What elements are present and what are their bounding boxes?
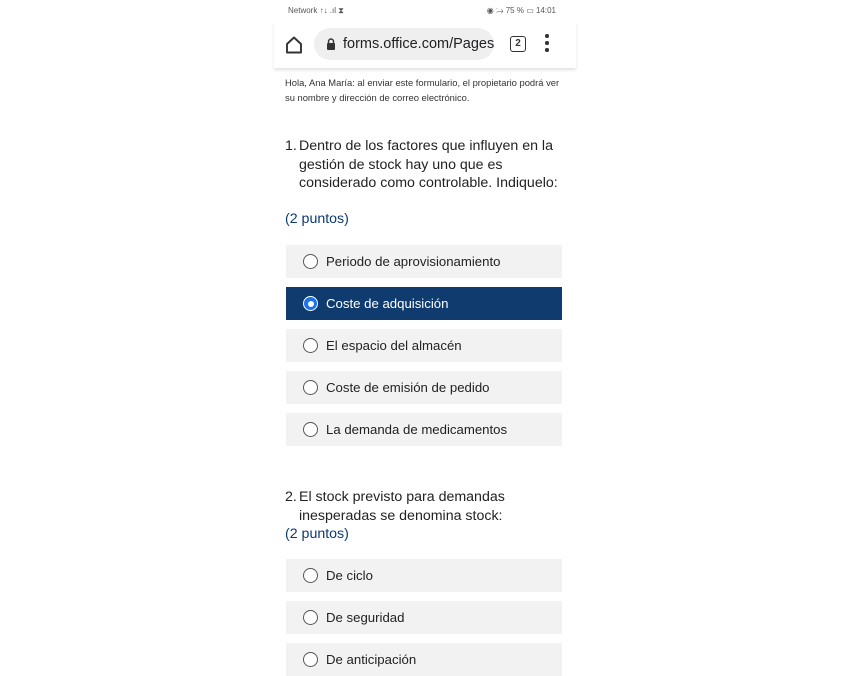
phone-screen	[274, 0, 576, 667]
radio-icon[interactable]	[303, 338, 318, 353]
option-label: El espacio del almacén	[326, 338, 462, 353]
option-radio[interactable]	[286, 413, 562, 446]
option-label: Periodo de aprovisionamiento	[326, 254, 501, 269]
option-label: De anticipación	[326, 652, 417, 667]
browser-toolbar	[274, 22, 576, 68]
question-points: (2 puntos)	[285, 211, 349, 227]
status-battery-time: ◉ ⧴ 75 % ▭ 14:01	[486, 6, 556, 15]
option-label: De seguridad	[326, 610, 405, 625]
option-label: Coste de emisión de pedido	[326, 380, 490, 395]
option-radio-selected[interactable]	[286, 287, 562, 320]
question-text: El stock previsto para demandas inesperadas se denomina stock:	[299, 489, 505, 524]
question-1	[285, 137, 570, 193]
radio-icon[interactable]	[303, 568, 318, 583]
radio-icon[interactable]	[303, 254, 318, 269]
option-radio[interactable]	[286, 245, 562, 278]
radio-icon[interactable]	[303, 380, 318, 395]
question-2	[285, 488, 535, 525]
more-options-icon[interactable]	[544, 34, 550, 54]
radio-checked-icon[interactable]	[303, 296, 318, 311]
option-radio[interactable]	[286, 559, 562, 592]
option-radio[interactable]	[286, 329, 562, 362]
radio-icon[interactable]	[303, 610, 318, 625]
privacy-notice: Hola, Ana María: al enviar este formulario, el propietario podrá ver su nombre y dirección de correo electrónico.	[285, 77, 560, 103]
url-text: forms.office.com/Pages	[343, 36, 495, 52]
question-text: Dentro de los factores que influyen en la gestión de stock hay uno que es considerado como controlable. Indiquelo:	[299, 138, 558, 191]
option-radio[interactable]	[286, 371, 562, 404]
address-bar[interactable]	[314, 28, 494, 60]
option-label: Coste de adquisición	[326, 296, 449, 311]
option-label: La demanda de medicamentos	[326, 422, 508, 437]
question-number: 1.	[285, 138, 297, 154]
option-radio[interactable]	[286, 601, 562, 634]
radio-icon[interactable]	[303, 652, 318, 667]
lock-icon	[326, 38, 336, 50]
question-points: (2 puntos)	[285, 526, 349, 542]
option-radio[interactable]	[286, 643, 562, 676]
home-icon[interactable]	[284, 35, 304, 55]
question-number: 2.	[285, 489, 297, 505]
status-network: Network ↑↓ .ıl ⧗	[288, 6, 344, 15]
tab-switcher-button[interactable]: 2	[510, 36, 526, 52]
status-bar	[274, 0, 576, 22]
option-label: De ciclo	[326, 568, 373, 583]
radio-icon[interactable]	[303, 422, 318, 437]
